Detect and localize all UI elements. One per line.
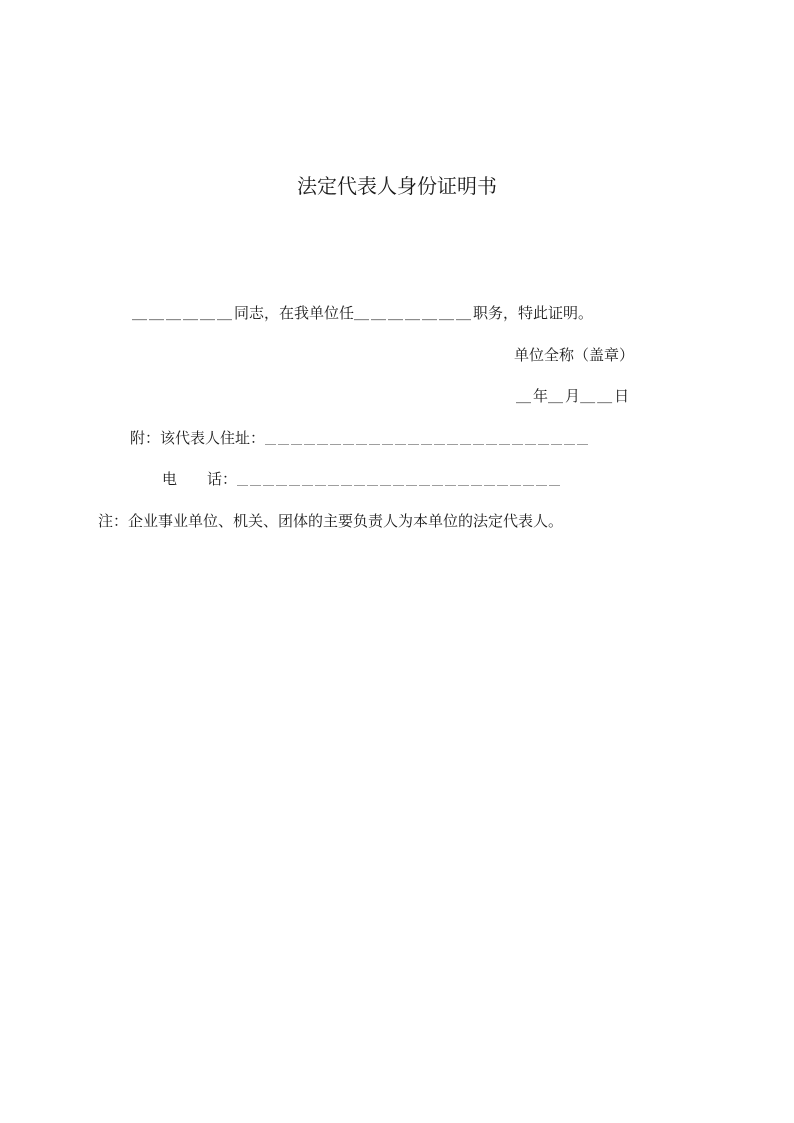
note-line: 注：企业事业单位、机关、团体的主要负责人为本单位的法定代表人。 — [98, 512, 564, 530]
phone-blank: ＿＿＿＿＿＿＿＿＿＿＿＿＿＿＿＿＿＿＿＿＿＿＿＿＿ — [237, 474, 563, 487]
year-label: 年 — [533, 387, 549, 405]
position-blank: ＿＿＿＿＿＿＿ — [354, 304, 474, 322]
address-blank: ＿＿＿＿＿＿＿＿＿＿＿＿＿＿＿＿＿＿＿＿＿＿＿＿＿ — [265, 433, 591, 446]
month-label: 月 — [565, 387, 581, 405]
date-line — [516, 386, 629, 406]
day-label: 日 — [614, 387, 630, 405]
document-title: 法定代表人身份证明书 — [297, 174, 497, 198]
statement-text-2: 职务，特此证明。 — [473, 304, 594, 322]
phone-line — [162, 469, 562, 491]
name-blank: ＿＿＿＿＿＿ — [132, 304, 235, 322]
address-line — [130, 428, 590, 450]
address-label: 附：该代表人住址： — [130, 429, 266, 447]
day-blank: ＿＿ — [580, 387, 615, 405]
statement-text-1: 同志，在我单位任 — [234, 304, 355, 322]
month-blank: ＿ — [548, 387, 566, 405]
seal-line: 单位全称（盖章） — [514, 346, 635, 364]
statement-line — [132, 303, 593, 323]
year-blank: ＿ — [516, 387, 534, 405]
phone-label: 电 话： — [162, 470, 238, 488]
